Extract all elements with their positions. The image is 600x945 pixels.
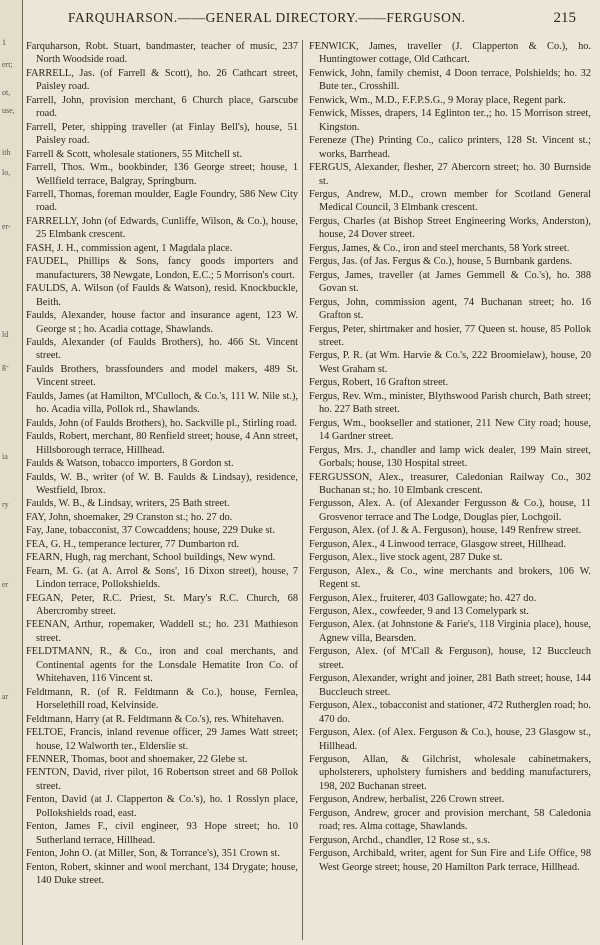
directory-entry: Ferguson, Alex., & Co., wine merchants and brokers, 106 W. Regent st.	[309, 565, 591, 591]
directory-entry: FEGAN, Peter, R.C. Priest, St. Mary's R.C. Church, 68 Abercromby street.	[26, 592, 298, 618]
gutter-fragment: g-	[2, 362, 9, 371]
directory-entry: Feldtmann, R. (of R. Feldtmann & Co.), house, Fernlea, Horselethill road, Kelvinside.	[26, 686, 298, 712]
directory-entry: Fergus, Robert, 16 Grafton street.	[309, 377, 449, 389]
directory-entry: Feldtmann, Harry (at R. Feldtmann & Co.'s), res. Whitehaven.	[26, 713, 284, 725]
gutter-fragment: ld	[2, 330, 9, 339]
directory-entry: Fergus, Peter, shirtmaker and hosier, 77 Queen st. house, 85 Pollok street.	[309, 323, 591, 348]
directory-entry: Ferguson, Archd., chandler, 12 Rose st., s.s.	[309, 834, 490, 846]
gutter-fragment: ry	[2, 500, 9, 509]
directory-entry: Ferguson, Andrew, herbalist, 226 Crown street.	[309, 794, 505, 806]
directory-entry: Farquharson, Robt. Stuart, bandmaster, teacher of music, 237 North Woodside road.	[26, 41, 298, 66]
directory-entry: FASH, J. H., commission agent, 1 Magdala place.	[26, 242, 233, 254]
directory-entry: Farrell, John, provision merchant, 6 Church place, Garscube road.	[26, 94, 298, 120]
gutter-fragment: 1	[2, 38, 6, 47]
directory-entry: Farrell, Peter, shipping traveller (at Finlay Bell's), house, 51 Paisley road.	[26, 121, 298, 147]
directory-entry: Fergusson, Alex. A. (of Alexander Fergusson & Co.), house, 11 Grosvenor terrace and The Lodge, Douglas pier, Lochgoil.	[309, 498, 591, 523]
gutter-fragment: use,	[2, 106, 15, 115]
directory-entry: Fergus, P. R. (at Wm. Harvie & Co.'s, 222 Broomielaw), house, 20 West Graham st.	[309, 350, 591, 375]
directory-entry: FEA, G. H., temperance lecturer, 77 Dumbarton rd.	[26, 538, 240, 550]
directory-entry: FERGUS, Alexander, flesher, 27 Abercorn street; ho. 30 Burnside st.	[309, 162, 591, 187]
gutter-fragment: er-	[2, 222, 11, 231]
directory-entry: Fergus, Jas. (of Jas. Fergus & Co.), house, 5 Burnbank gardens.	[309, 256, 573, 268]
gutter-fragment: ot,	[2, 88, 11, 97]
directory-entry: Ferguson, Alex. (of J. & A. Ferguson), house, 149 Renfrew street.	[309, 525, 582, 537]
directory-entry: Farrell, Thos. Wm., bookbinder, 136 George street; house, 1 Wellfield terrace, Balgray, Springburn.	[26, 162, 298, 187]
directory-entry: FAULDS, A. Wilson (of Faulds & Watson), resid. Knockbuckle, Beith.	[26, 283, 298, 308]
directory-entry: FENTON, David, river pilot, 16 Robertson street and 68 Pollok street.	[26, 767, 298, 792]
directory-entry: FARRELLY, John (of Edwards, Cunliffe, Wilson, & Co.), house, 25 Elmbank crescent.	[26, 215, 298, 241]
directory-entry: Faulds, Robert, merchant, 80 Renfield street; house, 4 Ann street, Hillsborough terrace, Hillhead.	[26, 431, 298, 456]
directory-entry: Fenton, David (at J. Clapperton & Co.'s), ho. 1 Rosslyn place, Pollokshields road, east.	[26, 794, 298, 819]
directory-entry: Ferguson, Alex. (of M'Call & Ferguson), house, 12 Buccleuch street.	[309, 646, 591, 671]
directory-entry: Ferguson, Alex., cowfeeder, 9 and 13 Comelypark st.	[309, 606, 530, 618]
directory-entry: Farrell, Thomas, foreman moulder, Eagle Foundry, 586 New City road.	[26, 188, 298, 214]
directory-entry: FENNER, Thomas, boot and shoemaker, 22 Glebe st.	[26, 754, 248, 766]
directory-entry: Ferguson, Alex., live stock agent, 287 Duke st.	[309, 552, 503, 564]
directory-entry: FELDTMANN, R., & Co., iron and coal merchants, and Continental agents for the Lonsdale Hematite Iron Co. of Whitehaven, 116 Vincent st.	[26, 646, 298, 685]
gutter-fragment: ert;	[2, 60, 13, 69]
directory-entry: Fay, Jane, tobacconist, 37 Cowcaddens; house, 229 Duke st.	[26, 525, 275, 537]
directory-entry: Fergus, Mrs. J., chandler and lamp wick dealer, 199 Main street, Gorbals; house, 130 Hospital street.	[309, 444, 591, 470]
directory-entry: Farrell & Scott, wholesale stationers, 55 Mitchell st.	[26, 148, 243, 160]
directory-entry: Fenwick, Misses, drapers, 14 Eglinton ter.,; ho. 15 Morrison street, Kingston.	[309, 108, 591, 133]
directory-entry: FAY, John, shoemaker, 29 Cranston st.; ho. 27 do.	[26, 511, 233, 523]
directory-entry: Faulds, W. B., & Lindsay, writers, 25 Bath street.	[26, 498, 230, 510]
directory-entry: Ferguson, Archibald, writer, agent for Sun Fire and Life Office, 98 West George street; house, 20 Hamilton Park terrace, Hillhead.	[309, 848, 591, 873]
directory-entry: Fergus, Wm., bookseller and stationer, 211 New City road; house, 14 Gardner street.	[309, 417, 591, 443]
directory-entry: Fenton, Robert, skinner and wool merchant, 134 Drygate; house, 140 Duke street.	[26, 861, 298, 887]
directory-entry: Fenton, James F., civil engineer, 93 Hope street; ho. 10 Sutherland terrace, Hillhead.	[26, 821, 298, 846]
directory-entry: FERGUSSON, Alex., treasurer, Caledonian Railway Co., 302 Buchanan st.; ho. 10 Elmbank crescent.	[309, 471, 591, 496]
directory-entry: Faulds, James (at Hamilton, M'Culloch, & Co.'s, 111 W. Nile st.), ho. Acadia villa, Pollok rd., Shawlands.	[26, 390, 298, 416]
directory-entry: FAUDEL, Phillips & Sons, fancy goods importers and manufacturers, 38 Newgate, London, E.C.; 5 Morrison's court.	[26, 256, 298, 281]
directory-entry: Ferguson, Alex. (at Johnstone & Farie's, 118 Virginia place), house, Agnew villa, Bearsden.	[309, 619, 591, 644]
directory-entry: Ferguson, Andrew, grocer and provision merchant, 58 Caledonia road; res. Alma cottage, Shawlands.	[309, 807, 591, 833]
directory-entry: Ferguson, Alex., tobacconist and stationer, 472 Rutherglen road; ho. 470 do.	[309, 700, 591, 725]
directory-entry: Faulds, John (of Faulds Brothers), ho. Sackville pl., Stirling road.	[26, 417, 297, 429]
directory-entry: Ferguson, Alexander, wright and joiner, 281 Bath street; house, 144 Buccleuch street.	[309, 673, 591, 698]
directory-entry: FELTOE, Francis, inland revenue officer, 29 James Watt street; house, 12 Walworth ter., Elderslie st.	[26, 727, 298, 752]
directory-entry: Fergus, James, & Co., iron and steel merchants, 58 York street.	[309, 242, 570, 254]
left-column	[26, 40, 298, 940]
directory-entry: Fergus, Andrew, M.D., crown member for Scotland General Medical Council, 3 Elmbank crescent.	[309, 188, 591, 214]
directory-entry: Fergus, James, traveller (at James Gemmell & Co.'s), ho. 388 Govan st.	[309, 269, 591, 295]
directory-entry: Ferguson, Allan, & Gilchrist, wholesale cabinetmakers, upholsterers, upholstery furnishers and bedding manufacturers, 198, 202 Buchanan street.	[309, 754, 591, 792]
gutter-fragment: ia	[2, 452, 8, 461]
directory-entry: Fergus, Rev. Wm., minister, Blythswood Parish church, Bath street; ho. 227 Bath street.	[309, 390, 591, 416]
directory-entry: Fenwick, John, family chemist, 4 Doon terrace, Polshields; ho. 32 Bute ter., Crosshill.	[309, 67, 591, 93]
left-gutter-margin	[0, 0, 23, 945]
directory-entry: Ferguson, Alex., 4 Linwood terrace, Glasgow street, Hillhead.	[309, 538, 566, 550]
directory-entry: Ferguson, Alex. (of Alex. Ferguson & Co.), house, 23 Glasgow st., Hillhead.	[309, 727, 591, 752]
directory-entry: Fenwick, Wm., M.D., F.F.P.S.G., 9 Moray place, Regent park.	[309, 94, 566, 106]
directory-entry: Faulds Brothers, brassfounders and model makers, 489 St. Vincent street.	[26, 363, 298, 389]
directory-entry: FENWICK, James, traveller (J. Clapperton & Co.), ho. Huntingtower cottage, Old Cathcart.	[309, 41, 591, 66]
gutter-fragment: ith	[2, 148, 11, 157]
directory-entry: Faulds, Alexander (of Faulds Brothers), ho. 466 St. Vincent street.	[26, 336, 298, 362]
directory-entry: Fearn, M. G. (at A. Arrol & Sons', 16 Dixon street), house, 7 Lindon terrace, Pollokshields.	[26, 565, 298, 591]
directory-entry: FARRELL, Jas. (of Farrell & Scott), ho. 26 Cathcart street, Paisley road.	[26, 67, 298, 93]
gutter-fragment: er	[2, 580, 9, 589]
page-number: 215	[553, 10, 576, 26]
gutter-fragment: ar	[2, 692, 9, 701]
directory-entry: Faulds & Watson, tobacco importers, 8 Gordon st.	[26, 458, 234, 470]
directory-entry: Fergus, John, commission agent, 74 Buchanan street; ho. 16 Grafton st.	[309, 296, 591, 322]
directory-entry: Fergus, Charles (at Bishop Street Engineering Works, Anderston), house, 24 Dover street.	[309, 215, 591, 241]
directory-entry: Fenton, John O. (at Miller, Son, & Torrance's), 351 Crown st.	[26, 848, 280, 860]
running-title: FARQUHARSON.——GENERAL DIRECTORY.——FERGUSON.	[68, 10, 466, 25]
directory-entry: Ferguson, Alex., fruiterer, 403 Gallowgate; ho. 427 do.	[309, 592, 537, 604]
directory-entry: Faulds, Alexander, house factor and insurance agent, 123 W. George st ; ho. Acadia cottage, Shawlands.	[26, 310, 298, 335]
directory-entry: Fereneze (The) Printing Co., calico printers, 128 St. Vincent st.; works, Barrhead.	[309, 135, 591, 160]
page-header	[58, 10, 578, 32]
directory-entry: FEENAN, Arthur, ropemaker, Waddell st.; ho. 231 Mathieson street.	[26, 619, 298, 644]
right-column	[302, 40, 591, 940]
gutter-fragment: lo,	[2, 168, 11, 177]
directory-entry: Faulds, W. B., writer (of W. B. Faulds & Lindsay), residence, Westfield, Ibrox.	[26, 471, 298, 496]
directory-entry: FEARN, Hugh, rag merchant, School buildings, New wynd.	[26, 552, 276, 564]
